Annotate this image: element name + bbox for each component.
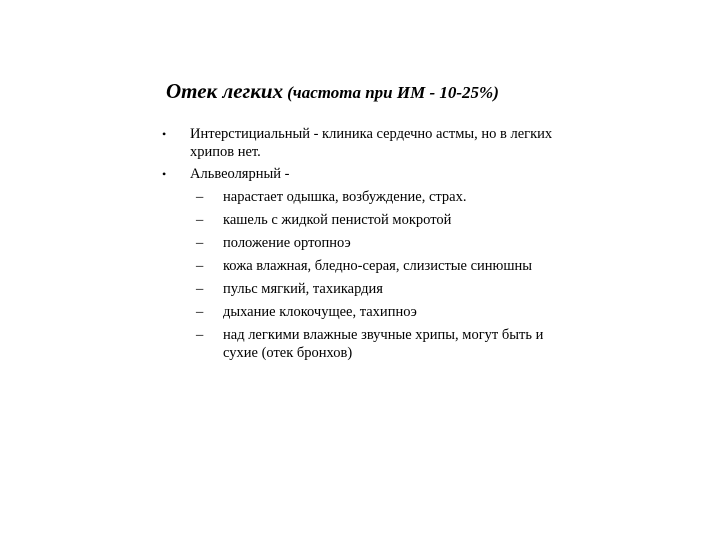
list-item	[190, 257, 580, 275]
bullet-item-alveolar	[150, 165, 580, 362]
list-item	[190, 303, 580, 321]
bullet-dot-icon: •	[162, 127, 167, 141]
dash-icon: –	[196, 258, 204, 274]
dash-icon: –	[196, 304, 204, 320]
list-item-text: нарастает одышка, возбуждение, страх.	[223, 189, 467, 205]
list-item-text: дыхание клокочущее, тахипноэ	[223, 304, 417, 320]
list-item-text: пульс мягкий, тахикардия	[223, 281, 383, 297]
list-item	[190, 280, 580, 298]
alveolar-sublist	[190, 188, 580, 362]
list-item	[190, 211, 580, 229]
bullet-text: Интерстициальный - клиника сердечно астмы, но в легких хрипов нет.	[190, 126, 553, 160]
bullet-item-interstitial	[150, 125, 580, 161]
dash-icon: –	[196, 327, 204, 343]
list-item	[190, 188, 580, 206]
bullet-text: Альвеолярный -	[190, 166, 290, 182]
slide-title	[166, 79, 499, 104]
bullet-list	[150, 125, 580, 366]
dash-icon: –	[196, 235, 204, 251]
list-item-text: кожа влажная, бледно-серая, слизистые синюшны	[223, 258, 533, 274]
title-main: Отек легких	[166, 79, 284, 103]
title-subtitle: (частота при ИМ - 10-25%)	[287, 83, 499, 102]
list-item	[190, 326, 580, 362]
dash-icon: –	[196, 212, 204, 228]
list-item-text: положение ортопноэ	[223, 235, 351, 251]
list-item	[190, 234, 580, 252]
dash-icon: –	[196, 189, 204, 205]
list-item-text: над легкими влажные звучные хрипы, могут быть и сухие (отек бронхов)	[223, 327, 544, 361]
dash-icon: –	[196, 281, 204, 297]
list-item-text: кашель с жидкой пенистой мокротой	[223, 212, 452, 228]
bullet-dot-icon: •	[162, 167, 167, 181]
